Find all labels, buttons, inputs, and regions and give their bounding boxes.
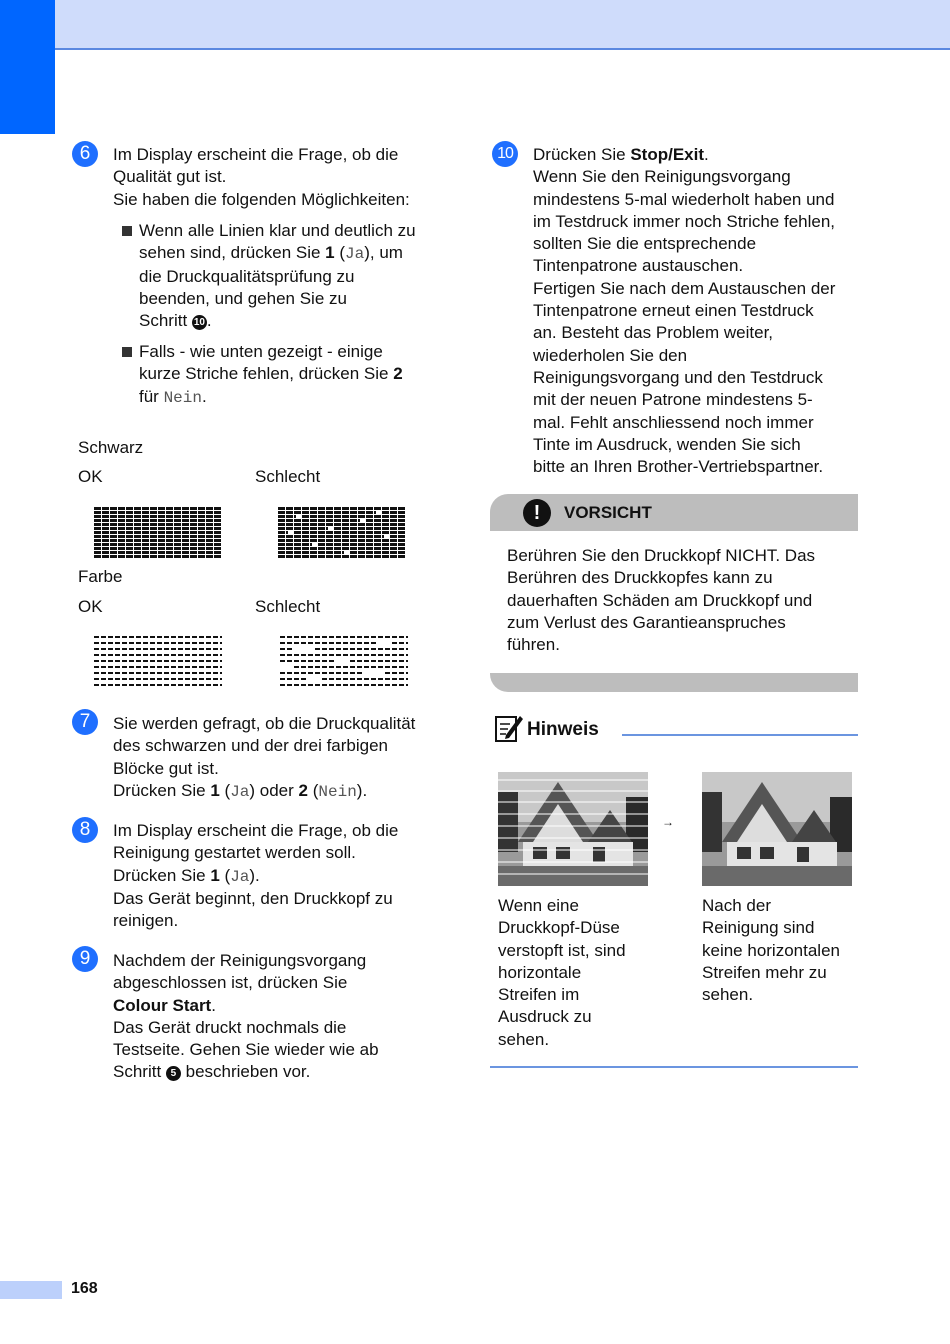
step-10-line: Tintenpatrone austauschen. bbox=[533, 256, 744, 276]
step-9-line: Das Gerät druckt nochmals die bbox=[113, 1017, 347, 1037]
note-caption-after bbox=[702, 895, 858, 1006]
step-7-number: 7 bbox=[72, 709, 98, 735]
step-9-line bbox=[113, 995, 453, 1017]
step-7-line: des schwarzen und der drei farbigen bbox=[113, 736, 388, 756]
step-6-option-1 bbox=[139, 220, 449, 332]
step-10-line: Tinte im Ausdruck, wenden Sie sich bbox=[533, 434, 801, 454]
caption-line: verstopft ist, sind bbox=[498, 940, 626, 960]
step-6-line: Qualität gut ist. bbox=[113, 167, 227, 187]
text-run: . bbox=[704, 145, 709, 164]
key-label: 1 bbox=[210, 865, 220, 885]
caption-line: Reinigung sind bbox=[702, 918, 815, 938]
sample-label-ok: OK bbox=[78, 467, 103, 486]
caption-line: Streifen im bbox=[498, 985, 580, 1005]
step-10-line: im Testdruck immer noch Striche fehlen, bbox=[533, 211, 836, 231]
step-10-line: Tintenpatrone erneut einen Testdruck bbox=[533, 301, 814, 321]
step-6-number: 6 bbox=[72, 141, 98, 167]
note-title: Hinweis bbox=[527, 719, 599, 740]
step-10-line: bitte an Ihren Brother-Vertriebspartner. bbox=[533, 457, 824, 477]
caption-line: sehen. bbox=[702, 985, 754, 1005]
caption-line: sehen. bbox=[498, 1029, 550, 1049]
caution-line: Berühren des Druckkopfes kann zu bbox=[507, 568, 773, 588]
header-band bbox=[55, 0, 950, 50]
text-run: . bbox=[211, 995, 216, 1015]
chapter-tab bbox=[0, 0, 55, 134]
text-run: sehen sind, drücken Sie bbox=[139, 243, 326, 263]
arrow-right-icon: → bbox=[662, 815, 674, 829]
note-divider bbox=[622, 734, 858, 736]
step-10-line: mit der neuen Patrone mindestens 5- bbox=[533, 390, 813, 410]
key-label: Stop/Exit bbox=[630, 145, 704, 164]
text-run: . bbox=[206, 311, 212, 331]
text-run: ( bbox=[219, 780, 231, 800]
footer-band bbox=[0, 1281, 62, 1299]
step-8-number: 8 bbox=[72, 817, 98, 843]
color-bad-pattern-image bbox=[280, 636, 408, 690]
step-7-line: Blöcke gut ist. bbox=[113, 758, 219, 778]
caption-line: Wenn eine bbox=[498, 896, 579, 915]
step-10-line: sollten Sie die entsprechende bbox=[533, 234, 757, 254]
lcd-text: Ja bbox=[345, 245, 365, 264]
black-bad-pattern-image bbox=[278, 507, 406, 559]
text-run: Drücken Sie bbox=[533, 145, 631, 164]
step-ref-badge: 5 bbox=[166, 1066, 181, 1081]
text-run: ) oder bbox=[249, 780, 299, 800]
text-run: Drücken Sie bbox=[113, 865, 211, 885]
step-9-number: 9 bbox=[72, 946, 98, 972]
text-run: beschrieben vor. bbox=[180, 1062, 311, 1082]
step-10-line: mal. Fehlt anschliessend noch immer bbox=[533, 412, 814, 432]
caption-line: Nach der bbox=[702, 896, 771, 915]
text-run: ). bbox=[249, 865, 260, 885]
step-8-line: Reinigung gestartet werden soll. bbox=[113, 843, 356, 863]
step-10-line bbox=[533, 144, 863, 166]
step-10-line: mindestens 5-mal wiederholt haben und bbox=[533, 189, 835, 209]
sample-label-black: Schwarz bbox=[78, 438, 144, 457]
step-8-line bbox=[113, 865, 453, 888]
step-10-line: an. Besteht das Problem weiter, bbox=[533, 323, 774, 343]
option-line bbox=[139, 242, 449, 265]
step-9-line bbox=[113, 1061, 453, 1083]
caption-line: Druckkopf-Düse bbox=[498, 918, 620, 938]
text-run: ( bbox=[219, 865, 231, 885]
key-label: Colour Start bbox=[113, 995, 212, 1015]
lcd-text: Nein bbox=[163, 388, 202, 407]
key-label: 1 bbox=[325, 243, 335, 263]
text-run: Schritt bbox=[113, 1062, 166, 1082]
house-after-photo bbox=[702, 772, 852, 886]
bullet-square-icon bbox=[122, 226, 132, 236]
step-9-line: Nachdem der Reinigungsvorgang bbox=[113, 951, 367, 970]
sample-label-bad: Schlecht bbox=[255, 467, 321, 486]
caution-title: VORSICHT bbox=[564, 503, 652, 522]
option-line: die Druckqualitätsprüfung zu bbox=[139, 266, 355, 286]
key-label: 1 bbox=[210, 780, 220, 800]
step-8-text bbox=[113, 820, 453, 932]
lcd-text: Ja bbox=[230, 867, 250, 886]
bullet-square-icon bbox=[122, 347, 132, 357]
step-10-number: 10 bbox=[492, 141, 518, 167]
caution-line: führen. bbox=[507, 635, 560, 655]
step-8-line: reinigen. bbox=[113, 911, 179, 931]
caption-line: Streifen mehr zu bbox=[702, 962, 827, 982]
step-8-line: Im Display erscheint die Frage, ob die bbox=[113, 821, 399, 840]
key-label: 2 bbox=[298, 780, 308, 800]
exclamation-icon: ! bbox=[523, 499, 551, 527]
step-10-text bbox=[533, 144, 863, 478]
step-9-line: abgeschlossen ist, drücken Sie bbox=[113, 973, 348, 993]
step-6-text bbox=[113, 144, 453, 211]
option-line: beenden, und gehen Sie zu bbox=[139, 288, 347, 308]
option-line bbox=[139, 310, 449, 332]
house-before-photo bbox=[498, 772, 648, 886]
step-6-line: Im Display erscheint die Frage, ob die bbox=[113, 145, 399, 164]
sample-label-ok-color: OK bbox=[78, 597, 103, 616]
text-run: Schritt bbox=[139, 311, 192, 331]
note-pencil-icon bbox=[494, 713, 524, 743]
step-7-text bbox=[113, 713, 453, 803]
step-ref-badge: 10 bbox=[193, 317, 205, 329]
note-bottom-rule bbox=[490, 1066, 858, 1068]
page-number: 168 bbox=[71, 1280, 98, 1297]
caution-body bbox=[507, 545, 852, 656]
text-run: kurze Striche fehlen, drücken Sie bbox=[139, 364, 394, 384]
caution-line: zum Verlust des Garantieanspruches bbox=[507, 612, 786, 632]
step-10-line: Reinigungsvorgang und den Testdruck bbox=[533, 367, 823, 387]
caution-footer bbox=[490, 673, 858, 692]
text-run: für bbox=[139, 386, 164, 406]
option-line: Falls - wie unten gezeigt - einige bbox=[139, 342, 383, 361]
step-6-option-2 bbox=[139, 341, 449, 409]
caption-line: keine horizontalen bbox=[702, 940, 840, 960]
black-ok-pattern-image bbox=[94, 507, 222, 559]
step-7-line bbox=[113, 780, 453, 803]
sample-label-color: Farbe bbox=[78, 567, 123, 586]
step-9-text bbox=[113, 950, 453, 1084]
step-10-line: Fertigen Sie nach dem Austauschen der bbox=[533, 278, 836, 298]
step-8-line: Das Gerät beginnt, den Druckkopf zu bbox=[113, 888, 393, 908]
sample-label-bad-color: Schlecht bbox=[255, 597, 321, 616]
step-10-line: wiederholen Sie den bbox=[533, 345, 688, 365]
caption-line: horizontale bbox=[498, 962, 582, 982]
step-6-line: Sie haben die folgenden Möglichkeiten: bbox=[113, 189, 410, 209]
option-line bbox=[139, 363, 449, 385]
step-9-line: Testseite. Gehen Sie wieder wie ab bbox=[113, 1040, 379, 1060]
color-ok-pattern-image bbox=[94, 636, 222, 690]
caution-line: dauerhaften Schäden am Druckkopf und bbox=[507, 590, 813, 610]
step-10-line: Wenn Sie den Reinigungsvorgang bbox=[533, 167, 791, 187]
option-line bbox=[139, 386, 449, 409]
text-run: Drücken Sie bbox=[113, 780, 211, 800]
text-run: ). bbox=[356, 780, 368, 800]
caution-line: Berühren Sie den Druckkopf NICHT. Das bbox=[507, 546, 816, 565]
text-run: ( bbox=[334, 243, 346, 263]
lcd-text: Ja bbox=[230, 782, 250, 801]
lcd-text: Nein bbox=[318, 782, 357, 801]
text-run: ), um bbox=[364, 243, 403, 263]
caption-line: Ausdruck zu bbox=[498, 1007, 592, 1027]
text-run: . bbox=[201, 386, 207, 406]
option-line: Wenn alle Linien klar und deutlich zu bbox=[139, 221, 416, 240]
step-7-line: Sie werden gefragt, ob die Druckqualität bbox=[113, 714, 416, 733]
note-caption-before bbox=[498, 895, 678, 1051]
text-run: ( bbox=[308, 780, 319, 800]
key-label: 2 bbox=[393, 364, 403, 384]
